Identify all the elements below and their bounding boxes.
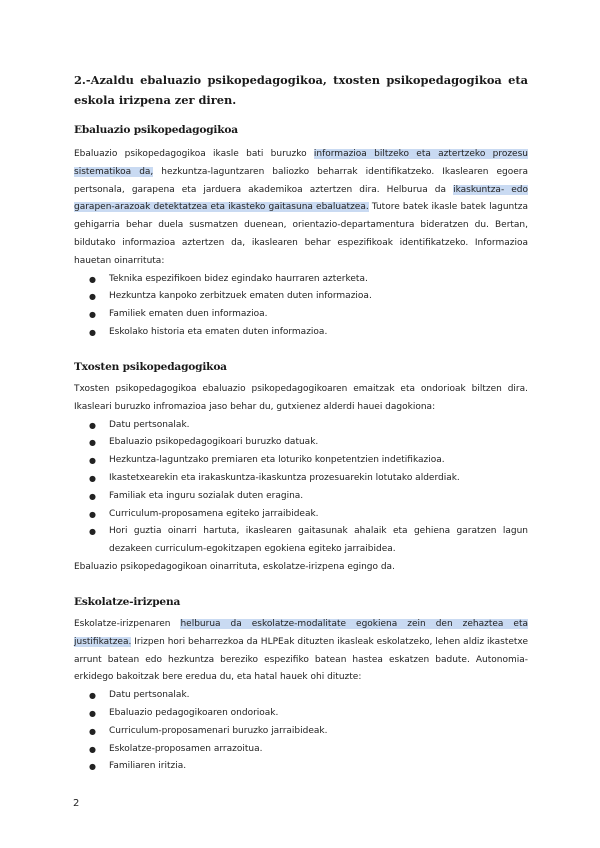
bullet-list	[74, 687, 528, 776]
list-item	[74, 741, 528, 759]
list-item	[74, 687, 528, 705]
list-item-text: Hezkuntza kanpoko zerbitzuek ematen duten informazioa.	[109, 291, 372, 302]
section-ebaluazio-paragraph	[74, 146, 528, 271]
section-heading-txosten: Txosten psikopedagogikoa	[74, 361, 227, 373]
list-item-text: Datu pertsonalak.	[109, 419, 190, 430]
list-item	[74, 271, 528, 289]
bullet-icon: ●	[89, 473, 96, 483]
page-number: 2	[73, 798, 80, 809]
list-item-text: Familiek ematen duen informazioa.	[109, 309, 268, 320]
section-txosten-paragraph: Txosten psikopedagogikoa ebaluazio psikopedagogikoaren emaitzak eta ondorioak biltzen dira. Ikasleari buruzko infromazioa jaso behar du, gutxienez alderdi hauei dagokiona:	[74, 384, 528, 412]
section-eskolatze-body	[74, 616, 528, 776]
text-span: hezkuntza-laguntzaren baliozko beharrak identifikatzeko. Ikaslearen egoera pertsonala, garapena eta jarduera akademikoa aztertzen dira. Helburua da	[74, 166, 528, 195]
bullet-icon: ●	[89, 726, 96, 736]
bullet-icon: ●	[89, 509, 96, 519]
list-item-text: Familiak eta inguru sozialak duten eragina.	[109, 490, 304, 501]
list-item-text: Familiaren iritzia.	[109, 761, 187, 772]
section-heading-ebaluazio: Ebaluazio psikopedagogikoa	[74, 124, 238, 136]
bullet-icon: ●	[89, 762, 96, 772]
text-span: Eskolatze-irizpenaren	[74, 619, 181, 629]
list-item	[74, 452, 528, 470]
text-span: Tutore batek ikasle batek laguntza gehigarria behar duela susmatzen duenean, orientazio-departamentura bideratzen du. Bertan, bildutako informazioa aztertzen da, ikaslearen behar espezifikoak identifikatzeko. Informazioa hauetan oinarrituta:	[74, 202, 528, 266]
list-item	[74, 488, 528, 506]
bullet-icon: ●	[89, 292, 96, 302]
bullet-icon: ●	[89, 527, 96, 537]
list-item	[74, 758, 528, 776]
list-item	[74, 523, 528, 559]
highlighted-text: informazioa biltzeko eta aztertzeko prozesu sistematikoa da,	[74, 149, 528, 177]
list-item	[74, 417, 528, 435]
bullet-icon: ●	[89, 456, 96, 466]
question-title: 2.-Azaldu ebaluazio psikopedagogikoa, txosten psikopedagogikoa eta eskola irizpena zer diren.	[74, 73, 528, 107]
list-item-text: Teknika espezifikoen bidez egindako haurraren azterketa.	[109, 273, 368, 284]
section-eskolatze-paragraph	[74, 616, 528, 687]
list-item-text: Hezkuntza-laguntzako premiaren eta loturiko konpetentzien indetifikazioa.	[109, 455, 445, 466]
bullet-icon: ●	[89, 310, 96, 320]
bullet-icon: ●	[89, 744, 96, 754]
bullet-icon: ●	[89, 327, 96, 337]
list-item	[74, 324, 528, 342]
section-ebaluazio-body	[74, 146, 528, 342]
bullet-icon: ●	[89, 708, 96, 718]
list-item-text: Ikastetxearekin eta irakaskuntza-ikaskuntza prozesuarekin lotutako alderdiak.	[109, 472, 460, 483]
section-txosten-body	[74, 381, 528, 577]
text-span: Ebaluazio psikopedagogikoa ikasle bati buruzko	[74, 149, 314, 159]
highlighted-text: helburua da eskolatze-modalitate egokiena zein den zehaztea eta justifikatzea.	[74, 619, 529, 647]
section-heading-eskolatze: Eskolatze-irizpena	[74, 596, 181, 608]
bullet-icon: ●	[89, 691, 96, 701]
list-item-text: Eskolatze-proposamen arrazoitua.	[109, 743, 263, 754]
list-item	[74, 470, 528, 488]
list-item-text: Curriculum-proposamenari buruzko jarraibideak.	[109, 725, 328, 736]
list-item	[74, 434, 528, 452]
list-item-text: Hori guztia oinarri hartuta, ikaslearen gaitasunak ahalaik eta gehiena garatzen lagun dezakeen curriculum-egokitzapen egokiena egiteko jarraibidea.	[109, 526, 528, 555]
bullet-icon: ●	[89, 438, 96, 448]
list-item	[74, 306, 528, 324]
text-span: Irizpen hori beharrezkoa da HLPEak dituzten ikasleak eskolatzeko, lehen aldiz ikastetxe arrunt batean edo hezkuntza bereziko espezifiko batean hastea eskatzen badute. Autonomia-erkidego bakoitzak bere eredua du, eta hatal hauek ohi dituzte:	[74, 636, 528, 683]
list-item-text: Eskolako historia eta ematen duten informazioa.	[109, 326, 328, 337]
list-item-text: Curriculum-proposamena egiteko jarraibideak.	[109, 508, 319, 519]
list-item	[74, 705, 528, 723]
highlighted-text: ikaskuntza- edo garapen-arazoak detektatzea eta ikasteko gaitasuna ebaluatzea.	[74, 184, 528, 213]
section-txosten-closing: Ebaluazio psikopedagogikoan oinarrituta, eskolatze-irizpena egingo da.	[74, 561, 395, 572]
list-item	[74, 288, 528, 306]
bullet-icon: ●	[89, 274, 96, 284]
bullet-list	[74, 271, 528, 342]
list-item-text: Ebaluazio psikopedagogikoari buruzko datuak.	[109, 437, 319, 448]
bullet-list	[74, 417, 528, 559]
list-item-text: Datu pertsonalak.	[109, 690, 190, 701]
bullet-icon: ●	[89, 491, 96, 501]
list-item	[74, 723, 528, 741]
bullet-icon: ●	[89, 420, 96, 430]
list-item-text: Ebaluazio pedagogikoaren ondorioak.	[109, 707, 279, 718]
list-item	[74, 506, 528, 524]
